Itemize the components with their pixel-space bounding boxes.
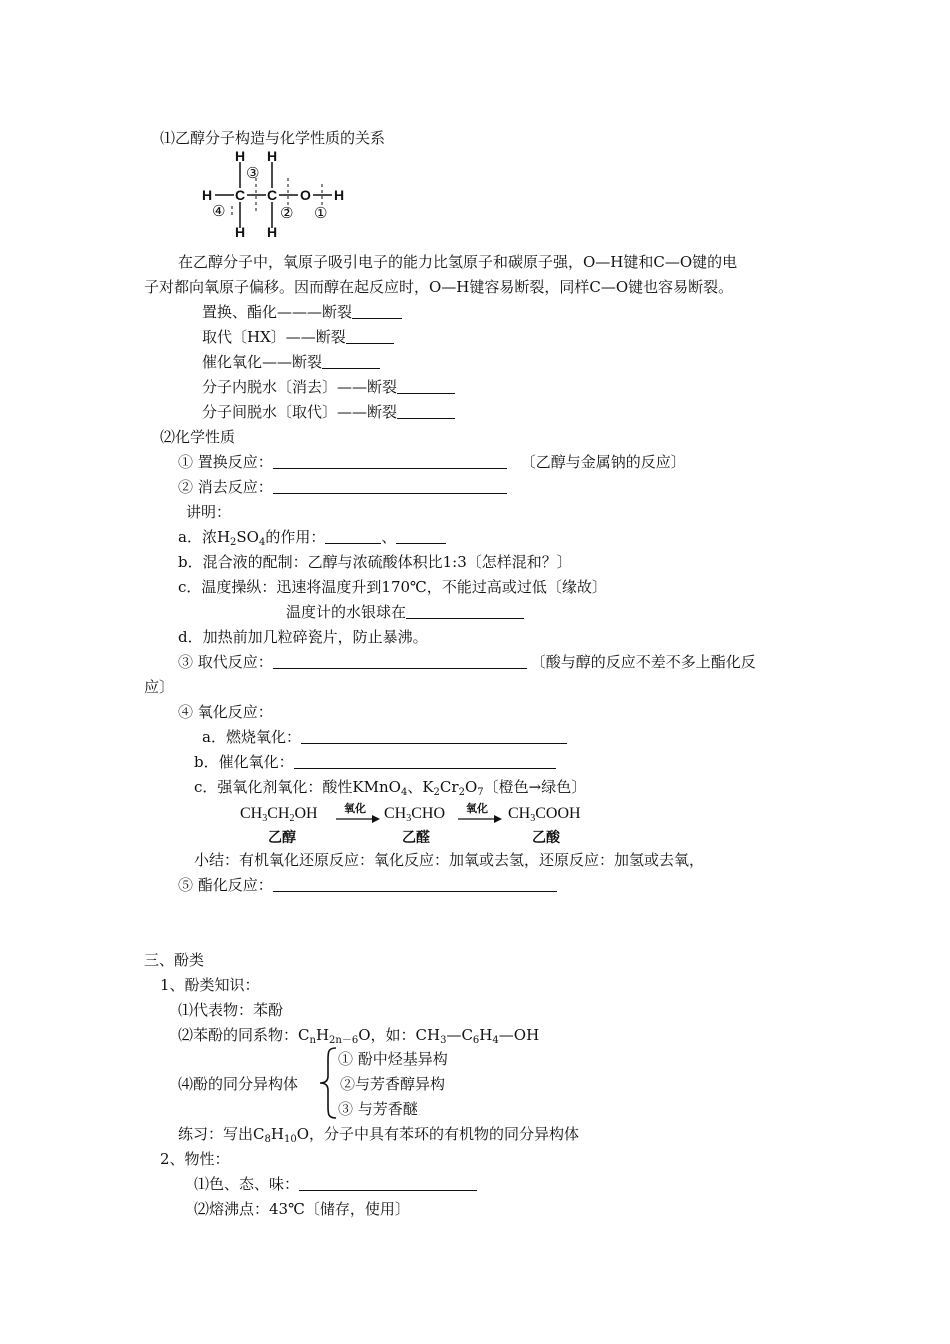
text: a．浓H	[178, 528, 231, 546]
bond-row-text: 分子内脱水〔消去〕——断裂	[202, 378, 398, 396]
explain-c2-row	[286, 602, 524, 622]
text: SO	[236, 528, 259, 546]
reaction-label: ② 消去反应：	[178, 478, 273, 496]
chem-props-heading: ⑵化学性质	[160, 428, 236, 446]
text: COOH	[535, 805, 581, 822]
text: 练习：写出C	[178, 1125, 265, 1143]
text: H	[479, 1026, 493, 1044]
bond-row-5	[202, 402, 455, 422]
text: a．燃烧氧化：	[202, 728, 301, 746]
condition-oxidation-2: 氧化	[466, 803, 488, 815]
subscript: 2	[230, 537, 237, 548]
atom-c-2: C	[267, 187, 278, 203]
oxidation-b-row	[194, 752, 556, 772]
formula-ethanol	[240, 805, 318, 823]
text: CHO	[411, 805, 446, 822]
atom-h-bottom-1: H	[235, 224, 246, 240]
explain-b-row: b．混合液的配制：乙醇与浓硫酸体积比1:3〔怎样混和？〕	[178, 553, 572, 571]
text: —OH	[498, 1026, 540, 1044]
bond-row-text: 置换、酯化———断裂	[202, 303, 353, 321]
reaction-label: ⑤ 酯化反应：	[178, 876, 273, 894]
text: ⑵苯酚的同系物：C	[178, 1026, 310, 1044]
oxidation-chain	[240, 800, 600, 846]
subscript: 3	[440, 1035, 447, 1046]
reaction-2-row	[178, 477, 507, 497]
arrow-icon	[458, 814, 502, 824]
answer-blank[interactable]	[322, 353, 380, 369]
explain-c-row: c．温度操纵：迅速将温度升到170℃，不能过高或过低〔缘故〕	[178, 578, 607, 596]
subscript: 2	[458, 787, 465, 798]
bond-row-2	[202, 327, 394, 347]
answer-blank[interactable]	[396, 528, 446, 544]
text: OH	[294, 805, 318, 822]
text: Cr	[439, 778, 459, 796]
paragraph-line-1: 在乙醇分子中，氧原子吸引电子的能力比氢原子和碳原子强，O—H键和C—O键的电	[178, 253, 738, 271]
answer-blank[interactable]	[406, 603, 524, 619]
name-acetaldehyde: 乙醛	[402, 831, 430, 846]
explain-label: 讲明：	[186, 503, 232, 521]
subscript: 6	[472, 1035, 480, 1046]
summary-line: 小结：有机氧化还原反应：氧化反应：加氧或去氢，还原反应：加氢或去氧，	[194, 851, 705, 869]
text: 的作用：	[265, 528, 326, 546]
formula-acetaldehyde	[384, 805, 445, 823]
section-heading-phenol: 三、酚类	[144, 951, 205, 969]
atom-h-top-1: H	[235, 148, 246, 164]
phenol-isomers-label: ⑷酚的同分异构体	[178, 1075, 299, 1093]
subscript: 3	[406, 813, 412, 824]
isomer-item-2: ②与芳香醇异构	[340, 1075, 446, 1093]
reaction-1-row	[178, 452, 686, 472]
text: H	[315, 1026, 330, 1044]
formula-acetic-acid	[508, 805, 581, 823]
subscript: 4	[400, 787, 408, 798]
subscript: 7	[477, 787, 484, 798]
answer-blank[interactable]	[273, 478, 507, 494]
text: CH	[240, 805, 263, 822]
atom-o: O	[300, 187, 311, 203]
text: 、K	[407, 778, 434, 796]
subscript: n	[309, 1035, 316, 1046]
subscript: 4	[258, 537, 266, 548]
oxidation-a-row	[202, 727, 567, 747]
atom-h-top-2: H	[267, 148, 278, 164]
bond-label-1: ①	[314, 205, 328, 222]
answer-blank[interactable]	[397, 378, 455, 394]
bond-row-text: 取代〔HX〕——断裂	[202, 328, 346, 346]
section-heading-ethanol: ⑴乙醇分子构造与化学性质的关系	[160, 129, 386, 147]
answer-blank[interactable]	[273, 876, 557, 892]
isomer-item-3: ③ 与芳香醚	[338, 1100, 418, 1118]
subscript: 3	[262, 813, 268, 824]
reaction-label: ① 置换反应：	[178, 453, 273, 471]
reaction-note: 〔乙醇与金属钠的反应〕	[520, 453, 686, 471]
subscript: 4	[492, 1035, 499, 1046]
text: c．强氧化剂氧化：酸性KMnO	[194, 778, 401, 796]
explain-a-row	[178, 527, 446, 547]
physical-props-heading: 2、物性：	[160, 1150, 230, 1168]
answer-blank[interactable]	[273, 653, 527, 669]
text: 温度计的水银球在	[286, 603, 407, 621]
atom-c-1: C	[235, 187, 246, 203]
name-acetic-acid: 乙酸	[532, 831, 560, 846]
subscript: 10	[283, 1134, 297, 1145]
atom-h-right: H	[334, 187, 345, 203]
answer-blank[interactable]	[273, 453, 507, 469]
subscript: 3	[530, 813, 536, 824]
bond-row-3	[202, 352, 380, 372]
bond-row-1	[202, 302, 402, 322]
bond-label-3: ③	[246, 165, 260, 182]
text: CH	[267, 805, 290, 822]
oxidation-c-row	[194, 777, 586, 797]
answer-blank[interactable]	[352, 303, 402, 319]
bond-row-text: 催化氧化——断裂	[202, 353, 323, 371]
name-ethanol: 乙醇	[268, 831, 296, 846]
phenol-knowledge-heading: 1、酚类知识：	[160, 976, 260, 994]
bond-row-4	[202, 377, 455, 397]
text: b．催化氧化：	[194, 753, 294, 771]
reaction-3-row	[178, 652, 756, 672]
atom-h-left: H	[202, 187, 213, 203]
condition-oxidation-1: 氧化	[344, 803, 366, 815]
bond-row-text: 分子间脱水〔取代〕——断裂	[202, 403, 398, 421]
reaction-4-label: ④ 氧化反应：	[178, 703, 273, 721]
explain-d-row: d．加热前加几粒碎瓷片，防止暴沸。	[178, 628, 428, 646]
phenol-representative: ⑴代表物：苯酚	[178, 1001, 284, 1019]
isomer-item-1: ① 酚中烃基异构	[338, 1050, 448, 1068]
subscript: 2n－6	[329, 1035, 359, 1046]
paragraph-line-2: 子对都向氧原子偏移。因而醇在起反应时，O—H键容易断裂，同样C—O键也容易断裂。	[144, 278, 734, 296]
reaction-3-note-cont: 应〕	[144, 678, 175, 696]
separator: 、	[381, 528, 397, 546]
text: H	[270, 1125, 284, 1143]
answer-blank[interactable]	[325, 528, 381, 544]
practice-line	[178, 1124, 579, 1144]
text: O，如：CH	[358, 1026, 441, 1044]
reaction-note: 〔酸与醇的反应不差不多上酯化反	[530, 653, 756, 671]
text: O	[464, 778, 478, 796]
reaction-label: ③ 取代反应：	[178, 653, 273, 671]
answer-blank[interactable]	[397, 403, 455, 419]
atom-h-bottom-2: H	[267, 224, 278, 240]
physical-prop-2: ⑵熔沸点：43℃〔储存，使用〕	[194, 1200, 410, 1218]
subscript: 8	[264, 1134, 271, 1145]
physical-prop-1	[194, 1174, 477, 1194]
answer-blank[interactable]	[294, 753, 556, 769]
text: CH	[384, 805, 407, 822]
answer-blank[interactable]	[301, 728, 567, 744]
bond-label-4: ④	[212, 203, 226, 220]
text: ⑴色、态、味：	[194, 1175, 300, 1193]
arrow-icon	[336, 814, 380, 824]
answer-blank[interactable]	[299, 1175, 477, 1191]
text: O，分子中具有苯环的有机物的同分异构体	[296, 1125, 579, 1143]
answer-blank[interactable]	[346, 328, 394, 344]
text: 〔橙色→绿色〕	[483, 778, 587, 796]
text: —C	[446, 1026, 473, 1044]
subscript: 2	[289, 813, 295, 824]
text: CH	[508, 805, 531, 822]
subscript: 2	[433, 787, 440, 798]
bond-label-2: ②	[280, 205, 294, 222]
reaction-5-row	[178, 875, 557, 895]
ethanol-structure-diagram	[198, 148, 368, 240]
curly-brace-icon	[318, 1046, 340, 1120]
phenol-homologs	[178, 1025, 539, 1045]
